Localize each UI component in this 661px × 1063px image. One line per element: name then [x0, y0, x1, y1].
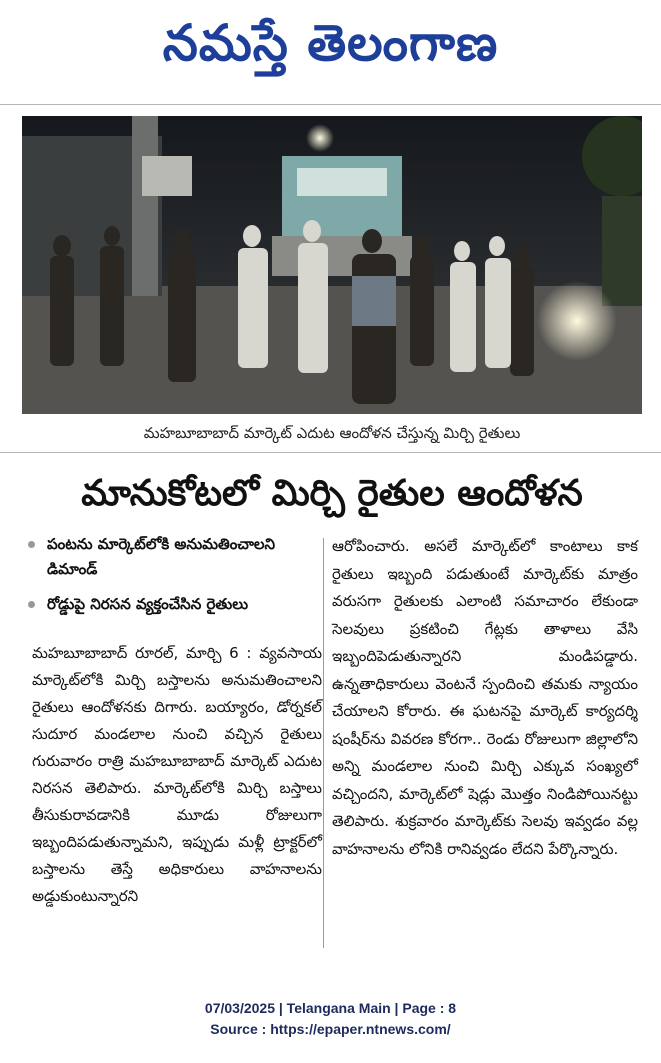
footer-edition-info: 07/03/2025 | Telangana Main | Page : 8 [204, 1000, 457, 1016]
caption-divider [0, 452, 661, 453]
bullet-dot-icon [28, 541, 35, 548]
bullet-text: రోడ్డుపై నిరసన వ్యక్తంచేసిన రైతులు [47, 595, 249, 613]
bullet-item [22, 592, 318, 617]
bullet-text: పంటను మార్కెట్‌లోకి అనుమతించాలని డిమాండ్ [47, 535, 276, 578]
masthead-divider [0, 104, 661, 105]
footer-source: Source : https://epaper.ntnews.com/ [210, 1021, 451, 1037]
protest-photo-illustration [22, 116, 642, 414]
news-photo [22, 116, 642, 414]
page-footer [0, 998, 661, 1040]
photo-caption: మహబూబాబాద్ మార్కెట్ ఎదుట ఆందోళన చేస్తున్న మిర్చి రైతులు [143, 424, 521, 442]
bullet-item [22, 532, 318, 582]
bullet-dot-icon [28, 601, 35, 608]
highlight-bullets [22, 532, 318, 627]
masthead [0, 0, 661, 98]
article-headline: మానుకోటలో మిర్చి రైతుల ఆందోళన [81, 473, 583, 514]
masthead-title: నమస్తే తెలంగాణ [162, 13, 499, 72]
article-body-column-1: మహబూబాబాద్ రూరల్, మార్చి 6 : వ్యవసాయ మార్కెట్‌లోకి మిర్చి బస్తాలను అనుమతించాలని రైతులు ఆందోళనకు దిగారు. బయ్యారం, డోర్నకల్ సుదూర మండలాల నుంచి వచ్చిన రైతులు గురువారం రాత్రి మహబూబాబాద్ మార్కెట్ ఎదుట నిరసన తెలిపారు. మార్కెట్‌లోకి మిర్చి బస్తాలు తీసుకురావడానికి మూడు రోజులుగా ఇబ్బందిపడుతున్నామని, ఇప్పుడు మళ్లీ ట్రాక్టర్‌లో బస్తాలను తెస్తే అధికారులు వాహనాలను అడ్డుకుంటున్నారని [32, 644, 322, 905]
article-body-column-2: ఆరోపించారు. అసలే మార్కెట్‌లో కాంటాలు కాక రైతులు ఇబ్బంది పడుతుంటే మార్కెట్‌కు మాత్రం వరుసగా రైతులకు ఎలాంటి సమాచారం లేకుండా సెలవులు ప్రకటించి గేట్లకు తాళాలు వేసి ఇబ్బందిపెడుతున్నారని మండిపడ్డారు. ఉన్నతాధికారులు వెంటనే స్పందించి తమకు న్యాయం చేయాలని కోరారు. ఈ ఘటనపై మార్కెట్ కార్యదర్శి షంషీర్‌ను వివరణ కోరగా.. రెండు రోజులుగా జిల్లాలోని అన్ని మండలాల నుంచి మిర్చి ఎక్కువ సంఖ్యలో వచ్చిందని, మార్కెట్‌లో షెడ్లు మొత్తం నిండిపోయినట్టు తెలిపారు. శుక్రవారం మార్కెట్‌కు సెలవు ఇవ్వడం వల్ల వాహనాలను లోనికి రానివ్వడం లేదని పేర్కొన్నారు. [332, 537, 638, 858]
column-divider [323, 538, 324, 948]
